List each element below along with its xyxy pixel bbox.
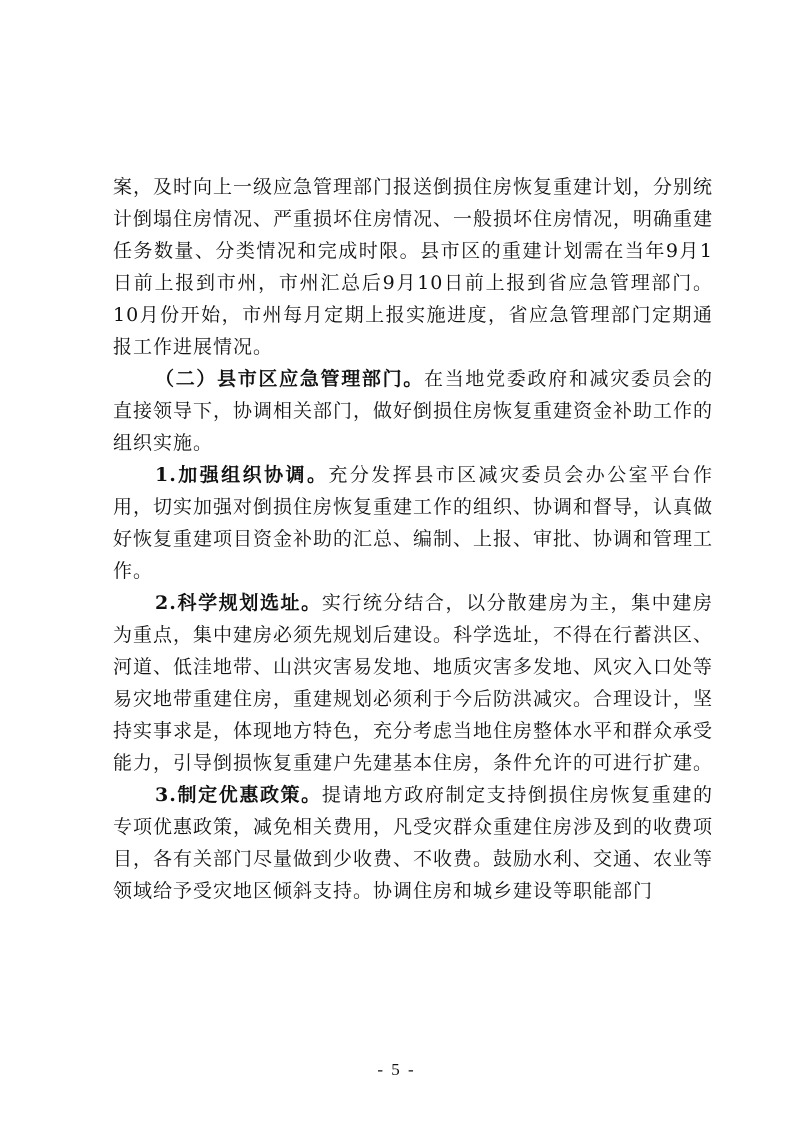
paragraph-preferential-policy <box>113 779 713 907</box>
section-heading-county-dept: （二）县市区应急管理部门。 <box>155 368 424 390</box>
paragraph-text: 提请地方政府制定支持倒损住房恢复重建的专项优惠政策，减免相关费用，凡受灾群众重建住房涉及到的收费项目，各有关部门尽量做到少收费、不收费。鼓励水利、交通、农业等领域给予受灾地区倾斜支持。协调住房和城乡建设等职能部门 <box>113 784 714 902</box>
paragraph-text: 在当地党委政府和减灾委员会的直接领导下，协调相关部门，做好倒损住房恢复重建资金补助工作的组织实施。 <box>113 368 714 454</box>
paragraph-county-emergency-dept <box>113 363 713 459</box>
paragraph-text: 实行统分结合，以分散建房为主，集中建房为重点，集中建房必须先规划后建设。科学选址，不得在行蓄洪区、河道、低洼地带、山洪灾害易发地、地质灾害多发地、风灾入口处等易灾地带重建住房，重建规划必须利于今后防洪减灾。合理设计，坚持实事求是，体现地方特色，充分考虑当地住房整体水平和群众承受能力，引导倒损恢复重建户先建基本住房，条件允许的可进行扩建。 <box>113 592 714 774</box>
paragraph-plan-report <box>113 171 713 363</box>
item-heading-coordination: 1.加强组织协调。 <box>155 464 329 486</box>
paragraph-text: 充分发挥县市区减灾委员会办公室平台作用，切实加强对倒损住房恢复重建工作的组织、协调和督导，认真做好恢复重建项目资金补助的汇总、编制、上报、审批、协调和管理工作。 <box>113 464 714 582</box>
page-number: - 5 - <box>377 1060 416 1079</box>
paragraph-coordination <box>113 459 713 587</box>
item-heading-preferential-policy: 3.制定优惠政策。 <box>155 784 322 806</box>
paragraph-site-planning <box>113 587 713 779</box>
item-heading-site-planning: 2.科学规划选址。 <box>155 592 322 614</box>
body-text <box>113 171 713 907</box>
paragraph-text: 案，及时向上一级应急管理部门报送倒损住房恢复重建计划，分别统计倒塌住房情况、严重损坏住房情况、一般损坏住房情况，明确重建任务数量、分类情况和完成时限。县市区的重建计划需在当年9月1日前上报到市州，市州汇总后9月10日前上报到省应急管理部门。10月份开始，市州每月定期上报实施进度，省应急管理部门定期通报工作进展情况。 <box>113 176 714 358</box>
